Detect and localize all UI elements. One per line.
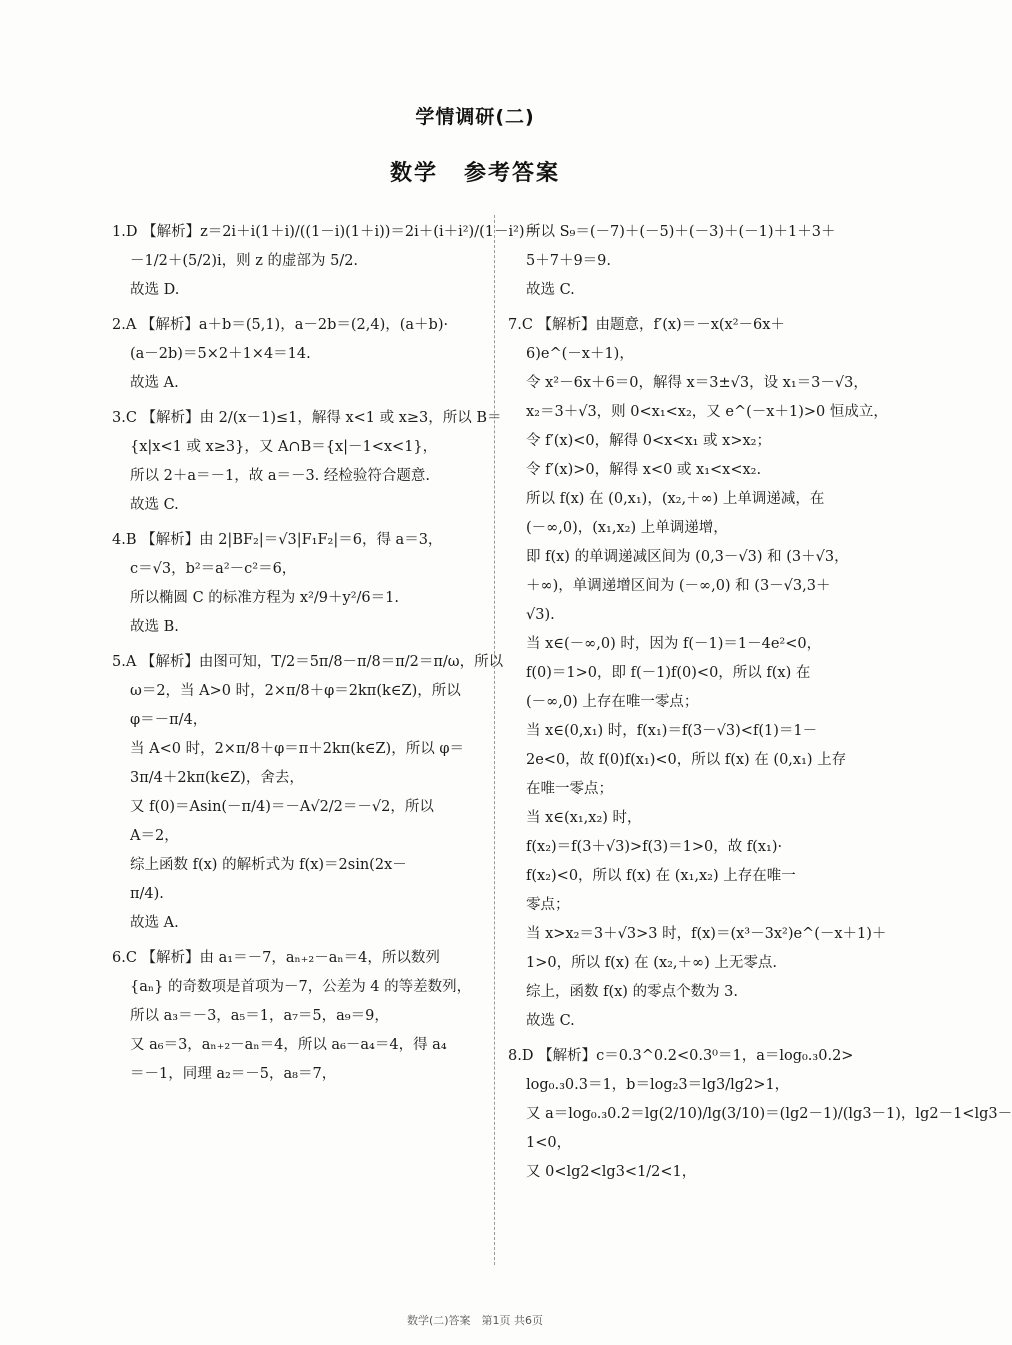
answer-line: f(x₂)＝f(3＋√3)>f(3)＝1>0，故 f(x₁)· [526, 839, 783, 855]
answer-line: 当 x∈(－∞,0) 时，因为 f(－1)＝1－4e²<0， [526, 636, 822, 652]
answer-line: f(0)＝1>0，即 f(－1)f(0)<0，所以 f(x) 在 [526, 665, 811, 681]
answer-line: 3.C 【解析】由 2/(x－1)≤1，解得 x<1 或 x≥3，所以 B＝ [112, 410, 502, 426]
answer-line: A＝2， [130, 828, 179, 844]
answer-line: √3). [526, 607, 555, 623]
answer-line: 2e<0，故 f(0)f(x₁)<0，所以 f(x) 在 (0,x₁) 上存 [526, 752, 847, 768]
answer-line: 故选 C. [130, 497, 179, 513]
answer-line: 2.A 【解析】a＋b＝(5,1)，a－2b＝(2,4)，(a＋b)· [112, 317, 449, 333]
answer-line: 故选 A. [130, 375, 179, 391]
answer-line: 1.D 【解析】z＝2i＋i(1＋i)/((1－i)(1＋i))＝2i＋(i＋i²)/(1－i²)＝ [112, 224, 540, 240]
answer-line: ＋∞)，单调递增区间为 (－∞,0) 和 (3－√3,3＋ [526, 578, 831, 594]
answer-line: 当 x>x₂＝3＋√3>3 时，f(x)＝(x³－3x²)e^(－x＋1)＋ [526, 926, 887, 942]
answer-line: 故选 D. [130, 282, 180, 298]
answer-line: 又 0<lg2<lg3<1/2<1， [526, 1164, 697, 1180]
answer-line: 1>0，所以 f(x) 在 (x₂,＋∞) 上无零点. [526, 955, 777, 971]
answer-line: 故选 A. [130, 915, 179, 931]
answer-line: 综上，函数 f(x) 的零点个数为 3. [526, 984, 739, 1000]
page-footer: 数学(二)答案 第1页 共6页 [406, 1314, 544, 1327]
answer-line: 7.C 【解析】由题意，f′(x)＝－x(x²－6x＋ [508, 317, 785, 333]
answer-line: 令 x²－6x＋6＝0，解得 x＝3±√3，设 x₁＝3－√3， [526, 375, 868, 391]
answer-line: 综上函数 f(x) 的解析式为 f(x)＝2sin(2x－ [130, 857, 407, 873]
answer-line: x₂＝3＋√3，则 0<x₁<x₂，又 e^(－x＋1)>0 恒成立， [526, 404, 888, 420]
answer-line: (－∞,0) 上存在唯一零点； [526, 694, 699, 710]
answer-line: 又 a₆＝3，aₙ₊₂－aₙ＝4，所以 a₆－a₄＝4，得 a₄ [130, 1037, 447, 1053]
answer-line: 所以椭圆 C 的标准方程为 x²/9＋y²/6＝1. [130, 590, 399, 606]
answer-line: {aₙ} 的奇数项是首项为－7，公差为 4 的等差数列， [130, 979, 472, 995]
answer-key-label: 参考答案 [464, 161, 561, 186]
answer-line: (－∞,0)，(x₁,x₂) 上单调递增， [526, 520, 728, 536]
answer-line: 又 f(0)＝Asin(－π/4)＝－A√2/2＝－√2，所以 [130, 799, 434, 815]
answer-line: 6.C 【解析】由 a₁＝－7，aₙ₊₂－aₙ＝4，所以数列 [112, 950, 440, 966]
answer-line: π/4). [130, 886, 164, 902]
answer-line: (a－2b)＝5×2＋1×4＝14. [130, 346, 311, 362]
answer-line: 故选 B. [130, 619, 179, 635]
answer-line: 所以 S₉＝(－7)＋(－5)＋(－3)＋(－1)＋1＋3＋ [526, 224, 836, 240]
answer-line: 令 f′(x)<0，解得 0<x<x₁ 或 x>x₂； [526, 433, 771, 449]
answer-line: 5＋7＋9＝9. [526, 253, 612, 269]
answer-line: ＝－1，同理 a₂＝－5，a₈＝7， [130, 1066, 337, 1082]
answer-line: 3π/4＋2kπ(k∈Z)，舍去， [130, 770, 304, 786]
answer-line: {x|x<1 或 x≥3}，又 A∩B＝{x|－1<x<1}， [130, 439, 438, 455]
answer-line: 4.B 【解析】由 2|BF₂|＝√3|F₁F₂|＝6，得 a＝3， [112, 532, 443, 548]
answer-line: ω＝2，当 A>0 时，2×π/8＋φ＝2kπ(k∈Z)，所以 [130, 683, 461, 699]
answer-line: 零点； [526, 897, 570, 913]
answer-line: c＝√3，b²＝a²－c²＝6， [130, 561, 297, 577]
answer-line: 所以 2＋a＝－1，故 a＝－3. 经检验符合题意. [130, 468, 431, 484]
answer-line: φ＝－π/4， [130, 712, 208, 728]
subject-label: 数学 [389, 161, 438, 186]
answer-line: 当 x∈(x₁,x₂) 时， [526, 810, 642, 826]
answer-line: 又 a＝log₀.₃0.2＝lg(2/10)/lg(3/10)＝(lg2－1)/(lg3－1)，lg2－1<lg3－ [526, 1106, 1012, 1122]
answer-line: 1<0， [526, 1135, 572, 1151]
answer-line: 6)e^(－x＋1)， [526, 346, 634, 362]
answer-line: f(x₂)<0，所以 f(x) 在 (x₁,x₂) 上存在唯一 [526, 868, 796, 884]
answer-line: 当 x∈(0,x₁) 时，f(x₁)＝f(3－√3)<f(1)＝1－ [526, 723, 818, 739]
answer-line: 8.D 【解析】c＝0.3^0.2<0.3⁰＝1，a＝log₀.₃0.2> [508, 1048, 854, 1064]
answer-line: 令 f′(x)>0，解得 x<0 或 x₁<x<x₂. [526, 462, 762, 478]
answer-line: 5.A 【解析】由图可知，T/2＝5π/8－π/8＝π/2＝π/ω，所以 [112, 654, 504, 670]
answer-line: 在唯一零点； [526, 781, 613, 797]
answer-line: 所以 f(x) 在 (0,x₁)，(x₂,＋∞) 上单调递减，在 [526, 491, 825, 507]
answer-line: log₀.₃0.3＝1，b＝log₂3＝lg3/lg2>1， [526, 1077, 790, 1093]
left-column [112, 218, 540, 1089]
answer-line: 故选 C. [526, 1013, 575, 1029]
column-divider [494, 215, 495, 1265]
answer-line: 当 A<0 时，2×π/8＋φ＝π＋2kπ(k∈Z)，所以 φ＝ [130, 741, 464, 757]
answer-line: －1/2＋(5/2)i，则 z 的虚部为 5/2. [130, 253, 359, 269]
page-title: 学情调研(二) [415, 106, 535, 128]
answer-line: 即 f(x) 的单调递减区间为 (0,3－√3) 和 (3＋√3， [526, 549, 849, 565]
right-column [508, 218, 1012, 1187]
answer-line: 故选 C. [526, 282, 575, 298]
page-subtitle [0, 156, 950, 187]
answer-line: 所以 a₃＝－3，a₅＝1，a₇＝5，a₉＝9， [130, 1008, 389, 1024]
